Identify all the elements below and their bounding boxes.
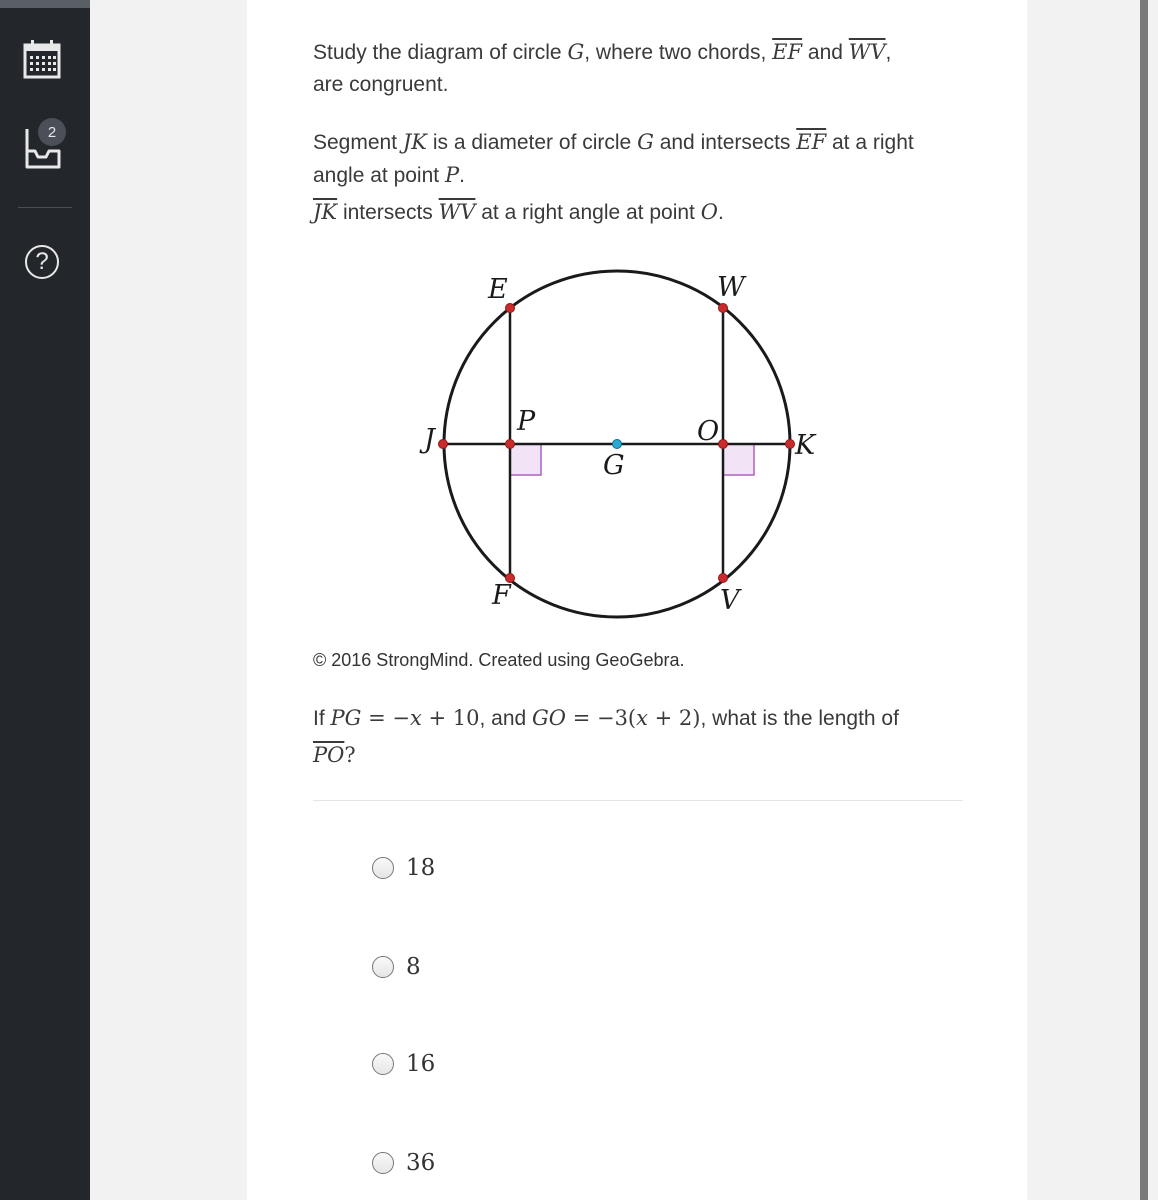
math-WV: $\overline{WV}$ — [848, 40, 886, 64]
calendar-button[interactable] — [18, 36, 66, 84]
text: , where two chords, — [584, 41, 773, 64]
question-paragraph-2 — [313, 126, 973, 192]
math-PG: PG — [330, 706, 362, 730]
label-K: K — [795, 430, 816, 461]
math-eq: = −3( — [566, 706, 637, 730]
diagram-credit: © 2016 StrongMind. Created using GeoGebra. — [313, 650, 685, 670]
point-J — [439, 440, 448, 449]
math-x: x — [409, 706, 422, 730]
help-icon: ? — [25, 245, 59, 279]
radio-button[interactable] — [372, 1053, 394, 1075]
answer-option-18[interactable] — [372, 852, 435, 884]
label-F: F — [492, 580, 511, 611]
math-EF: $\overline{EF}$ — [796, 130, 827, 154]
answer-option-16[interactable] — [372, 1048, 435, 1080]
radio-button[interactable] — [372, 857, 394, 879]
math-EF: $\overline{EF}$ — [772, 40, 803, 64]
text: , and — [479, 707, 533, 730]
help-button[interactable] — [18, 238, 66, 286]
math-PO: $\overline{PO}$ — [313, 743, 345, 767]
math-O: O — [700, 200, 718, 224]
text: Segment — [313, 131, 403, 154]
label-V: V — [720, 585, 740, 616]
sidebar-top-strip — [0, 0, 90, 8]
option-label: 8 — [406, 954, 421, 980]
math-plus: + 2) — [647, 706, 701, 730]
answer-option-8[interactable] — [372, 951, 421, 983]
math-P: P — [444, 163, 460, 187]
text: intersects — [337, 201, 439, 224]
sidebar — [0, 0, 90, 1200]
text: at a right — [826, 131, 914, 154]
answer-option-36[interactable] — [372, 1147, 435, 1179]
point-O — [719, 440, 728, 449]
math-G: G — [567, 40, 585, 64]
text: angle at point — [313, 164, 445, 187]
label-W: W — [717, 272, 745, 303]
text: are congruent. — [313, 73, 449, 96]
math-GO: GO — [532, 706, 567, 730]
option-label: 36 — [406, 1150, 436, 1176]
radio-button[interactable] — [372, 1152, 394, 1174]
point-K — [786, 440, 795, 449]
text: . — [459, 164, 465, 187]
label-P: P — [517, 406, 536, 437]
inbox-badge: 2 — [38, 118, 66, 146]
text: , what is the length of — [700, 707, 899, 730]
math-WV: $\overline{WV}$ — [438, 200, 476, 224]
label-J: J — [424, 424, 435, 455]
math-x: x — [636, 706, 648, 730]
math-G: G — [637, 130, 654, 154]
point-V — [719, 574, 728, 583]
text: at a right angle at point — [475, 201, 701, 224]
calendar-icon — [22, 39, 62, 81]
question-panel — [247, 0, 1027, 1200]
divider — [313, 800, 963, 801]
radio-button[interactable] — [372, 956, 394, 978]
label-E: E — [488, 274, 508, 305]
text: ? — [344, 743, 356, 767]
text: If — [313, 707, 331, 730]
text: is a diameter of circle — [427, 131, 638, 154]
label-G: G — [603, 450, 625, 481]
point-W — [719, 304, 728, 313]
math-eq: = − — [361, 706, 410, 730]
label-O: O — [697, 416, 720, 447]
math-JK: JK — [402, 130, 427, 154]
question-prompt — [313, 700, 973, 774]
option-label: 16 — [406, 1051, 436, 1077]
math-JK: $\overline{JK}$ — [313, 200, 338, 224]
option-label: 18 — [406, 855, 436, 881]
point-G-center — [613, 440, 622, 449]
text: Study the diagram of circle — [313, 41, 568, 64]
text: , — [885, 41, 892, 64]
right-angle-marker-P — [510, 444, 541, 475]
text: . — [717, 201, 724, 224]
question-paragraph-1 — [313, 36, 973, 101]
question-paragraph-3 — [313, 196, 973, 229]
point-P — [506, 440, 515, 449]
circle-diagram — [417, 258, 837, 628]
text: and intersects — [653, 131, 797, 154]
right-angle-marker-O — [723, 444, 754, 475]
scrollbar[interactable] — [1140, 0, 1148, 1200]
text: and — [802, 41, 849, 64]
sidebar-divider — [18, 207, 72, 208]
math-plus: + 10 — [421, 706, 480, 730]
